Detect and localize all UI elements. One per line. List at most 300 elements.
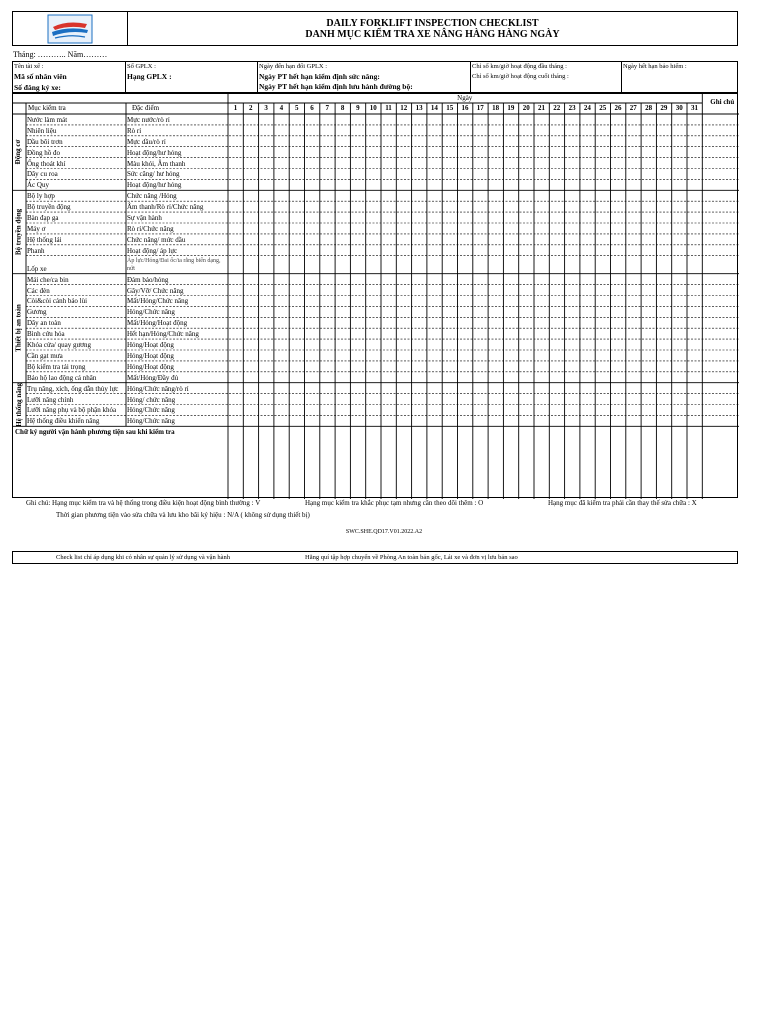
day-check-cell[interactable] <box>335 245 350 256</box>
day-check-cell[interactable] <box>534 114 549 125</box>
day-check-cell[interactable] <box>580 158 595 169</box>
day-check-cell[interactable] <box>427 212 442 223</box>
day-check-cell[interactable] <box>641 394 656 405</box>
day-check-cell[interactable] <box>458 306 473 317</box>
day-check-cell[interactable] <box>656 296 671 307</box>
day-check-cell[interactable] <box>595 212 610 223</box>
day-check-cell[interactable] <box>611 212 626 223</box>
day-check-cell[interactable] <box>549 296 564 307</box>
day-check-cell[interactable] <box>611 136 626 147</box>
day-check-cell[interactable] <box>442 223 457 234</box>
day-check-cell[interactable] <box>672 125 687 136</box>
day-check-cell[interactable] <box>427 372 442 383</box>
day-check-cell[interactable] <box>503 223 518 234</box>
day-check-cell[interactable] <box>488 394 503 405</box>
day-check-cell[interactable] <box>641 234 656 245</box>
day-check-cell[interactable] <box>565 234 580 245</box>
day-check-cell[interactable] <box>427 136 442 147</box>
day-check-cell[interactable] <box>549 223 564 234</box>
day-check-cell[interactable] <box>427 361 442 372</box>
day-check-cell[interactable] <box>259 274 274 285</box>
day-check-cell[interactable] <box>396 361 411 372</box>
day-check-cell[interactable] <box>611 190 626 201</box>
day-check-cell[interactable] <box>534 201 549 212</box>
day-check-cell[interactable] <box>519 394 534 405</box>
day-check-cell[interactable] <box>656 372 671 383</box>
day-check-cell[interactable] <box>641 285 656 296</box>
day-check-cell[interactable] <box>289 350 304 361</box>
day-check-cell[interactable] <box>534 274 549 285</box>
day-check-cell[interactable] <box>396 383 411 394</box>
day-check-cell[interactable] <box>366 274 381 285</box>
day-check-cell[interactable] <box>595 274 610 285</box>
day-check-cell[interactable] <box>289 256 304 274</box>
day-check-cell[interactable] <box>687 114 702 125</box>
day-check-cell[interactable] <box>381 296 396 307</box>
day-check-cell[interactable] <box>595 201 610 212</box>
day-check-cell[interactable] <box>289 212 304 223</box>
day-check-cell[interactable] <box>611 383 626 394</box>
day-check-cell[interactable] <box>641 339 656 350</box>
day-check-cell[interactable] <box>366 361 381 372</box>
day-check-cell[interactable] <box>259 285 274 296</box>
day-check-cell[interactable] <box>335 274 350 285</box>
day-check-cell[interactable] <box>228 394 243 405</box>
day-check-cell[interactable] <box>396 306 411 317</box>
day-check-cell[interactable] <box>274 361 289 372</box>
day-check-cell[interactable] <box>243 234 258 245</box>
day-check-cell[interactable] <box>259 190 274 201</box>
day-check-cell[interactable] <box>289 372 304 383</box>
day-check-cell[interactable] <box>687 383 702 394</box>
day-check-cell[interactable] <box>672 169 687 180</box>
day-check-cell[interactable] <box>565 179 580 190</box>
day-check-cell[interactable] <box>503 394 518 405</box>
day-check-cell[interactable] <box>320 350 335 361</box>
day-check-cell[interactable] <box>305 317 320 328</box>
day-check-cell[interactable] <box>672 274 687 285</box>
day-check-cell[interactable] <box>274 125 289 136</box>
day-check-cell[interactable] <box>243 158 258 169</box>
day-check-cell[interactable] <box>580 394 595 405</box>
day-check-cell[interactable] <box>626 125 641 136</box>
day-check-cell[interactable] <box>335 394 350 405</box>
day-check-cell[interactable] <box>488 223 503 234</box>
day-check-cell[interactable] <box>580 274 595 285</box>
day-check-cell[interactable] <box>672 223 687 234</box>
day-check-cell[interactable] <box>305 136 320 147</box>
day-check-cell[interactable] <box>534 158 549 169</box>
day-check-cell[interactable] <box>503 296 518 307</box>
day-check-cell[interactable] <box>488 306 503 317</box>
day-check-cell[interactable] <box>427 405 442 416</box>
day-check-cell[interactable] <box>458 339 473 350</box>
day-check-cell[interactable] <box>228 179 243 190</box>
day-check-cell[interactable] <box>580 245 595 256</box>
day-check-cell[interactable] <box>656 306 671 317</box>
day-check-cell[interactable] <box>641 256 656 274</box>
day-check-cell[interactable] <box>672 361 687 372</box>
day-check-cell[interactable] <box>611 394 626 405</box>
day-check-cell[interactable] <box>381 405 396 416</box>
day-check-cell[interactable] <box>335 169 350 180</box>
day-check-cell[interactable] <box>305 405 320 416</box>
day-check-cell[interactable] <box>580 114 595 125</box>
day-check-cell[interactable] <box>366 234 381 245</box>
day-check-cell[interactable] <box>580 339 595 350</box>
day-check-cell[interactable] <box>656 383 671 394</box>
day-check-cell[interactable] <box>488 274 503 285</box>
day-check-cell[interactable] <box>488 285 503 296</box>
day-check-cell[interactable] <box>503 158 518 169</box>
day-check-cell[interactable] <box>656 169 671 180</box>
day-check-cell[interactable] <box>274 136 289 147</box>
day-check-cell[interactable] <box>503 350 518 361</box>
day-check-cell[interactable] <box>366 296 381 307</box>
day-check-cell[interactable] <box>335 361 350 372</box>
day-check-cell[interactable] <box>519 285 534 296</box>
day-check-cell[interactable] <box>672 234 687 245</box>
day-check-cell[interactable] <box>503 234 518 245</box>
day-check-cell[interactable] <box>549 147 564 158</box>
day-check-cell[interactable] <box>656 256 671 274</box>
day-check-cell[interactable] <box>366 158 381 169</box>
day-check-cell[interactable] <box>305 339 320 350</box>
day-check-cell[interactable] <box>243 394 258 405</box>
day-check-cell[interactable] <box>427 223 442 234</box>
day-check-cell[interactable] <box>672 296 687 307</box>
day-check-cell[interactable] <box>366 256 381 274</box>
day-check-cell[interactable] <box>549 405 564 416</box>
day-check-cell[interactable] <box>381 114 396 125</box>
day-check-cell[interactable] <box>626 285 641 296</box>
day-check-cell[interactable] <box>274 201 289 212</box>
day-check-cell[interactable] <box>442 158 457 169</box>
day-check-cell[interactable] <box>672 306 687 317</box>
day-check-cell[interactable] <box>534 256 549 274</box>
day-check-cell[interactable] <box>611 339 626 350</box>
day-check-cell[interactable] <box>549 328 564 339</box>
day-check-cell[interactable] <box>274 296 289 307</box>
day-check-cell[interactable] <box>488 158 503 169</box>
day-check-cell[interactable] <box>427 383 442 394</box>
day-check-cell[interactable] <box>656 339 671 350</box>
day-check-cell[interactable] <box>656 136 671 147</box>
day-check-cell[interactable] <box>503 383 518 394</box>
day-check-cell[interactable] <box>641 114 656 125</box>
day-check-cell[interactable] <box>580 147 595 158</box>
day-check-cell[interactable] <box>381 306 396 317</box>
day-check-cell[interactable] <box>259 339 274 350</box>
day-check-cell[interactable] <box>611 350 626 361</box>
day-check-cell[interactable] <box>366 136 381 147</box>
day-check-cell[interactable] <box>534 179 549 190</box>
day-check-cell[interactable] <box>641 317 656 328</box>
day-check-cell[interactable] <box>580 306 595 317</box>
day-check-cell[interactable] <box>305 169 320 180</box>
day-check-cell[interactable] <box>274 190 289 201</box>
day-check-cell[interactable] <box>396 125 411 136</box>
day-check-cell[interactable] <box>488 212 503 223</box>
day-check-cell[interactable] <box>259 306 274 317</box>
day-check-cell[interactable] <box>259 169 274 180</box>
day-check-cell[interactable] <box>350 190 365 201</box>
day-check-cell[interactable] <box>350 223 365 234</box>
day-check-cell[interactable] <box>595 350 610 361</box>
day-check-cell[interactable] <box>228 136 243 147</box>
day-check-cell[interactable] <box>396 223 411 234</box>
day-check-cell[interactable] <box>534 383 549 394</box>
day-check-cell[interactable] <box>565 125 580 136</box>
day-check-cell[interactable] <box>396 415 411 426</box>
day-check-cell[interactable] <box>289 383 304 394</box>
day-check-cell[interactable] <box>320 394 335 405</box>
day-check-cell[interactable] <box>412 274 427 285</box>
day-check-cell[interactable] <box>350 339 365 350</box>
day-check-cell[interactable] <box>274 415 289 426</box>
day-check-cell[interactable] <box>366 201 381 212</box>
day-check-cell[interactable] <box>228 405 243 416</box>
day-check-cell[interactable] <box>442 350 457 361</box>
day-check-cell[interactable] <box>595 234 610 245</box>
day-check-cell[interactable] <box>488 190 503 201</box>
day-check-cell[interactable] <box>228 147 243 158</box>
day-check-cell[interactable] <box>595 296 610 307</box>
day-check-cell[interactable] <box>228 285 243 296</box>
day-check-cell[interactable] <box>595 136 610 147</box>
day-check-cell[interactable] <box>442 256 457 274</box>
day-check-cell[interactable] <box>534 405 549 416</box>
day-check-cell[interactable] <box>458 190 473 201</box>
day-check-cell[interactable] <box>611 114 626 125</box>
day-check-cell[interactable] <box>534 212 549 223</box>
day-check-cell[interactable] <box>442 125 457 136</box>
day-check-cell[interactable] <box>305 394 320 405</box>
day-check-cell[interactable] <box>565 361 580 372</box>
day-check-cell[interactable] <box>473 158 488 169</box>
day-check-cell[interactable] <box>641 245 656 256</box>
day-check-cell[interactable] <box>305 212 320 223</box>
day-check-cell[interactable] <box>427 234 442 245</box>
day-check-cell[interactable] <box>335 223 350 234</box>
day-check-cell[interactable] <box>243 372 258 383</box>
day-check-cell[interactable] <box>687 317 702 328</box>
day-check-cell[interactable] <box>672 158 687 169</box>
day-check-cell[interactable] <box>549 179 564 190</box>
day-check-cell[interactable] <box>305 256 320 274</box>
day-check-cell[interactable] <box>412 223 427 234</box>
day-check-cell[interactable] <box>427 317 442 328</box>
day-check-cell[interactable] <box>641 306 656 317</box>
day-check-cell[interactable] <box>289 317 304 328</box>
day-check-cell[interactable] <box>350 234 365 245</box>
day-check-cell[interactable] <box>626 394 641 405</box>
day-check-cell[interactable] <box>611 306 626 317</box>
day-check-cell[interactable] <box>458 223 473 234</box>
day-check-cell[interactable] <box>687 415 702 426</box>
day-check-cell[interactable] <box>656 405 671 416</box>
day-check-cell[interactable] <box>320 125 335 136</box>
day-check-cell[interactable] <box>305 383 320 394</box>
day-check-cell[interactable] <box>519 405 534 416</box>
day-check-cell[interactable] <box>366 394 381 405</box>
day-check-cell[interactable] <box>672 372 687 383</box>
day-check-cell[interactable] <box>656 234 671 245</box>
day-check-cell[interactable] <box>519 350 534 361</box>
day-check-cell[interactable] <box>595 328 610 339</box>
day-check-cell[interactable] <box>320 405 335 416</box>
day-check-cell[interactable] <box>626 256 641 274</box>
day-check-cell[interactable] <box>458 125 473 136</box>
day-check-cell[interactable] <box>656 394 671 405</box>
day-check-cell[interactable] <box>687 285 702 296</box>
day-check-cell[interactable] <box>350 317 365 328</box>
day-check-cell[interactable] <box>412 158 427 169</box>
day-check-cell[interactable] <box>580 223 595 234</box>
day-check-cell[interactable] <box>427 415 442 426</box>
day-check-cell[interactable] <box>687 136 702 147</box>
day-check-cell[interactable] <box>519 245 534 256</box>
day-check-cell[interactable] <box>350 296 365 307</box>
day-check-cell[interactable] <box>611 125 626 136</box>
day-check-cell[interactable] <box>396 296 411 307</box>
day-check-cell[interactable] <box>626 350 641 361</box>
day-check-cell[interactable] <box>228 256 243 274</box>
day-check-cell[interactable] <box>534 394 549 405</box>
day-check-cell[interactable] <box>335 350 350 361</box>
day-check-cell[interactable] <box>350 136 365 147</box>
day-check-cell[interactable] <box>549 306 564 317</box>
day-check-cell[interactable] <box>565 212 580 223</box>
day-check-cell[interactable] <box>656 415 671 426</box>
day-check-cell[interactable] <box>289 190 304 201</box>
day-check-cell[interactable] <box>350 245 365 256</box>
day-check-cell[interactable] <box>396 212 411 223</box>
day-check-cell[interactable] <box>626 234 641 245</box>
day-check-cell[interactable] <box>580 125 595 136</box>
day-check-cell[interactable] <box>580 317 595 328</box>
day-check-cell[interactable] <box>611 285 626 296</box>
day-check-cell[interactable] <box>228 245 243 256</box>
day-check-cell[interactable] <box>274 274 289 285</box>
day-check-cell[interactable] <box>396 234 411 245</box>
day-check-cell[interactable] <box>305 158 320 169</box>
day-check-cell[interactable] <box>396 256 411 274</box>
day-check-cell[interactable] <box>259 394 274 405</box>
day-check-cell[interactable] <box>350 169 365 180</box>
day-check-cell[interactable] <box>626 190 641 201</box>
day-check-cell[interactable] <box>626 339 641 350</box>
day-check-cell[interactable] <box>549 274 564 285</box>
day-check-cell[interactable] <box>473 147 488 158</box>
day-check-cell[interactable] <box>595 285 610 296</box>
day-check-cell[interactable] <box>243 339 258 350</box>
day-check-cell[interactable] <box>473 339 488 350</box>
day-check-cell[interactable] <box>595 147 610 158</box>
day-check-cell[interactable] <box>458 201 473 212</box>
day-check-cell[interactable] <box>243 136 258 147</box>
day-check-cell[interactable] <box>243 306 258 317</box>
day-check-cell[interactable] <box>626 372 641 383</box>
day-check-cell[interactable] <box>396 190 411 201</box>
day-check-cell[interactable] <box>442 234 457 245</box>
day-check-cell[interactable] <box>412 328 427 339</box>
day-check-cell[interactable] <box>503 372 518 383</box>
day-check-cell[interactable] <box>243 296 258 307</box>
day-check-cell[interactable] <box>243 114 258 125</box>
day-check-cell[interactable] <box>519 274 534 285</box>
day-check-cell[interactable] <box>687 405 702 416</box>
day-check-cell[interactable] <box>335 306 350 317</box>
day-check-cell[interactable] <box>488 136 503 147</box>
day-check-cell[interactable] <box>289 114 304 125</box>
day-check-cell[interactable] <box>305 415 320 426</box>
day-check-cell[interactable] <box>672 179 687 190</box>
day-check-cell[interactable] <box>503 306 518 317</box>
day-check-cell[interactable] <box>412 372 427 383</box>
day-check-cell[interactable] <box>243 285 258 296</box>
day-check-cell[interactable] <box>626 169 641 180</box>
day-check-cell[interactable] <box>534 136 549 147</box>
day-check-cell[interactable] <box>396 245 411 256</box>
day-check-cell[interactable] <box>274 285 289 296</box>
day-check-cell[interactable] <box>473 234 488 245</box>
day-check-cell[interactable] <box>473 136 488 147</box>
day-check-cell[interactable] <box>442 296 457 307</box>
day-check-cell[interactable] <box>458 415 473 426</box>
day-check-cell[interactable] <box>641 372 656 383</box>
day-check-cell[interactable] <box>442 306 457 317</box>
day-check-cell[interactable] <box>488 147 503 158</box>
day-check-cell[interactable] <box>549 158 564 169</box>
day-check-cell[interactable] <box>412 201 427 212</box>
day-check-cell[interactable] <box>412 296 427 307</box>
day-check-cell[interactable] <box>350 350 365 361</box>
day-check-cell[interactable] <box>473 245 488 256</box>
day-check-cell[interactable] <box>274 306 289 317</box>
day-check-cell[interactable] <box>305 296 320 307</box>
day-check-cell[interactable] <box>350 212 365 223</box>
day-check-cell[interactable] <box>228 274 243 285</box>
day-check-cell[interactable] <box>350 125 365 136</box>
day-check-cell[interactable] <box>458 361 473 372</box>
day-check-cell[interactable] <box>243 179 258 190</box>
day-check-cell[interactable] <box>656 125 671 136</box>
day-check-cell[interactable] <box>228 223 243 234</box>
day-check-cell[interactable] <box>687 125 702 136</box>
day-check-cell[interactable] <box>427 114 442 125</box>
day-check-cell[interactable] <box>427 201 442 212</box>
day-check-cell[interactable] <box>320 306 335 317</box>
day-check-cell[interactable] <box>687 256 702 274</box>
day-check-cell[interactable] <box>488 415 503 426</box>
day-check-cell[interactable] <box>458 212 473 223</box>
day-check-cell[interactable] <box>320 234 335 245</box>
day-check-cell[interactable] <box>641 328 656 339</box>
day-check-cell[interactable] <box>289 169 304 180</box>
day-check-cell[interactable] <box>442 245 457 256</box>
day-check-cell[interactable] <box>672 201 687 212</box>
day-check-cell[interactable] <box>549 212 564 223</box>
day-check-cell[interactable] <box>320 361 335 372</box>
day-check-cell[interactable] <box>687 339 702 350</box>
day-check-cell[interactable] <box>396 274 411 285</box>
day-check-cell[interactable] <box>335 372 350 383</box>
day-check-cell[interactable] <box>259 114 274 125</box>
day-check-cell[interactable] <box>289 147 304 158</box>
day-check-cell[interactable] <box>473 212 488 223</box>
day-check-cell[interactable] <box>503 339 518 350</box>
